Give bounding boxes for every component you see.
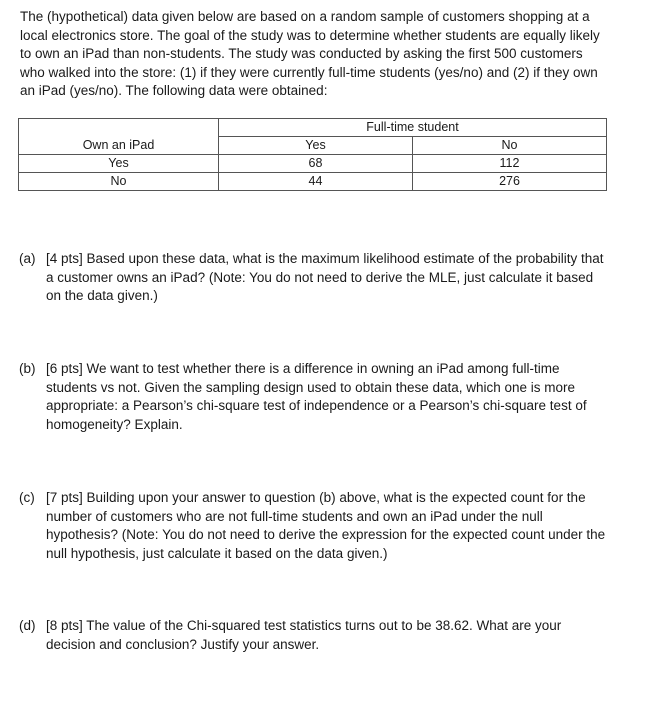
intro-paragraph: The (hypothetical) data given below are based on a random sample of customers shopping at a local electronics store. The goal of the study was to determine whether students are equally likely to own an iPad than non-students. The study was conducted by asking the first 500 customers who walked into the store: (1) if they were currently full-time students (yes/no) and (2) if they own an iPad (yes/no). The following data were obtained:	[20, 9, 600, 99]
question-d	[19, 617, 606, 654]
contingency-table	[18, 118, 607, 191]
row-label: No	[19, 173, 219, 191]
table-row	[19, 155, 607, 173]
row-label: Yes	[19, 155, 219, 173]
question-b	[19, 360, 606, 434]
col-header-yes: Yes	[219, 137, 413, 155]
question-text: [8 pts] The value of the Chi-squared test statistics turns out to be 38.62. What are your decision and conclusion? Justify your answer.	[46, 618, 562, 652]
table-cell: 44	[219, 173, 413, 191]
col-header-no: No	[413, 137, 607, 155]
question-label: (b)	[19, 361, 36, 376]
question-label: (d)	[19, 618, 36, 633]
col-group-header: Full-time student	[219, 119, 607, 137]
table-cell: 112	[413, 155, 607, 173]
table-cell: 68	[219, 155, 413, 173]
row-group-header: Own an iPad	[19, 137, 219, 155]
table-cell: 276	[413, 173, 607, 191]
question-text: [6 pts] We want to test whether there is a difference in owning an iPad among full-time students vs not. Given the sampling design used to obtain these data, which one is more appropriate: a Pearson’s chi-square test of independence or a Pearson’s chi-square test of homogeneity? Explain.	[46, 361, 587, 432]
question-text: [4 pts] Based upon these data, what is the maximum likelihood estimate of the probability that a customer owns an iPad? (Note: You do not need to derive the MLE, just calculate it based on the data given.)	[46, 251, 604, 304]
question-text: [7 pts] Building upon your answer to question (b) above, what is the expected count for the number of customers who are not full-time students and own an iPad under the null hypothesis? (Note: You do not need to derive the expression for the expected count under the null hypothesis, just calculate it based on the data given.)	[46, 490, 606, 561]
table-row	[19, 173, 607, 191]
question-label: (a)	[19, 251, 36, 266]
table-subheader-row	[19, 137, 607, 155]
table-header-row	[19, 119, 607, 137]
question-a	[19, 250, 606, 306]
question-c	[19, 489, 606, 563]
table-corner-cell	[19, 119, 219, 137]
question-label: (c)	[19, 490, 35, 505]
